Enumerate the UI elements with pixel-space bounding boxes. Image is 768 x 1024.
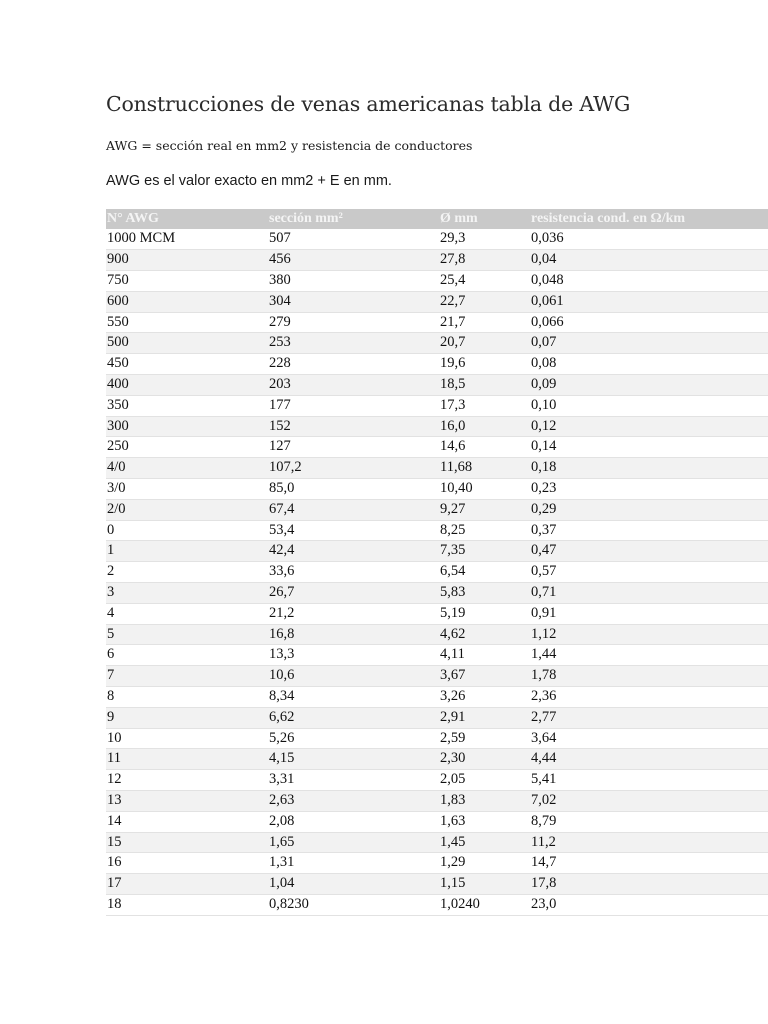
cell-section: 127 xyxy=(269,438,291,455)
cell-resistance: 0,036 xyxy=(531,230,564,247)
cell-diameter: 18,5 xyxy=(440,376,466,393)
cell-diameter: 27,8 xyxy=(440,251,466,268)
cell-resistance: 0,47 xyxy=(531,542,557,559)
cell-section: 279 xyxy=(269,313,291,330)
cell-diameter: 2,59 xyxy=(440,729,466,746)
cell-diameter: 1,63 xyxy=(440,812,466,829)
cell-resistance: 0,71 xyxy=(531,584,557,601)
cell-awg-number: 2 xyxy=(107,563,115,580)
cell-section: 6,62 xyxy=(269,708,295,725)
cell-section: 253 xyxy=(269,334,291,351)
cell-section: 2,08 xyxy=(269,812,295,829)
cell-section: 85,0 xyxy=(269,480,295,497)
cell-awg-number: 2/0 xyxy=(107,500,126,517)
table-row xyxy=(106,666,768,687)
cell-awg-number: 750 xyxy=(107,272,129,289)
cell-awg-number: 16 xyxy=(107,854,122,871)
cell-section: 42,4 xyxy=(269,542,295,559)
cell-diameter: 2,05 xyxy=(440,771,466,788)
cell-resistance: 0,23 xyxy=(531,480,557,497)
table-row xyxy=(106,291,768,312)
cell-resistance: 4,44 xyxy=(531,750,557,767)
cell-diameter: 11,68 xyxy=(440,459,473,476)
cell-diameter: 2,91 xyxy=(440,708,466,725)
cell-awg-number: 4/0 xyxy=(107,459,126,476)
table-row xyxy=(106,333,768,354)
table-row xyxy=(106,312,768,333)
cell-diameter: 5,83 xyxy=(440,584,466,601)
cell-resistance: 17,8 xyxy=(531,875,557,892)
cell-diameter: 10,40 xyxy=(440,480,473,497)
cell-diameter: 3,26 xyxy=(440,688,466,705)
cell-resistance: 0,37 xyxy=(531,521,557,538)
table-row xyxy=(106,437,768,458)
cell-resistance: 2,77 xyxy=(531,708,557,725)
cell-section: 228 xyxy=(269,355,291,372)
cell-section: 380 xyxy=(269,272,291,289)
cell-resistance: 2,36 xyxy=(531,688,557,705)
cell-resistance: 0,14 xyxy=(531,438,557,455)
cell-section: 1,65 xyxy=(269,833,295,850)
cell-awg-number: 450 xyxy=(107,355,129,372)
cell-diameter: 29,3 xyxy=(440,230,466,247)
cell-resistance: 0,07 xyxy=(531,334,557,351)
cell-resistance: 0,12 xyxy=(531,417,557,434)
cell-resistance: 23,0 xyxy=(531,896,557,912)
awg-table xyxy=(106,209,768,916)
cell-awg-number: 6 xyxy=(107,646,115,663)
table-row xyxy=(106,541,768,562)
cell-section: 1,04 xyxy=(269,875,295,892)
table-row xyxy=(106,354,768,375)
cell-resistance: 8,79 xyxy=(531,812,557,829)
cell-diameter: 17,3 xyxy=(440,396,466,413)
cell-awg-number: 0 xyxy=(107,521,115,538)
table-row xyxy=(106,603,768,624)
table-row xyxy=(106,229,768,250)
table-row xyxy=(106,874,768,895)
cell-section: 21,2 xyxy=(269,604,295,621)
cell-resistance: 1,78 xyxy=(531,667,557,684)
table-row xyxy=(106,728,768,749)
table-row xyxy=(106,687,768,708)
cell-awg-number: 300 xyxy=(107,417,129,434)
cell-awg-number: 1000 MCM xyxy=(107,230,176,247)
cell-diameter: 1,29 xyxy=(440,854,466,871)
cell-section: 53,4 xyxy=(269,521,295,538)
cell-diameter: 4,62 xyxy=(440,625,466,642)
cell-section: 10,6 xyxy=(269,667,295,684)
cell-diameter: 8,25 xyxy=(440,521,466,538)
header-diameter: Ø mm xyxy=(440,211,478,226)
cell-resistance: 1,12 xyxy=(531,625,557,642)
cell-resistance: 7,02 xyxy=(531,792,557,809)
cell-awg-number: 1 xyxy=(107,542,115,559)
cell-section: 304 xyxy=(269,292,291,309)
table-row xyxy=(106,458,768,479)
table-row xyxy=(106,250,768,271)
cell-resistance: 1,44 xyxy=(531,646,557,663)
table-body xyxy=(106,229,768,915)
cell-section: 4,15 xyxy=(269,750,295,767)
cell-diameter: 25,4 xyxy=(440,272,466,289)
table-row xyxy=(106,749,768,770)
cell-section: 33,6 xyxy=(269,563,295,580)
page-title: Construcciones de venas americanas tabla de AWG xyxy=(106,92,631,116)
table-row xyxy=(106,791,768,812)
cell-section: 67,4 xyxy=(269,500,295,517)
table-row xyxy=(106,520,768,541)
cell-section: 0,8230 xyxy=(269,896,309,912)
cell-awg-number: 500 xyxy=(107,334,129,351)
cell-diameter: 22,7 xyxy=(440,292,466,309)
header-section: sección mm² xyxy=(269,211,343,226)
cell-resistance: 11,2 xyxy=(531,833,556,850)
cell-diameter: 2,30 xyxy=(440,750,466,767)
cell-resistance: 0,048 xyxy=(531,272,564,289)
header-awg-number: N° AWG xyxy=(107,211,159,226)
table-row xyxy=(106,853,768,874)
cell-resistance: 0,29 xyxy=(531,500,557,517)
cell-resistance: 0,18 xyxy=(531,459,557,476)
cell-diameter: 1,15 xyxy=(440,875,466,892)
table-row xyxy=(106,416,768,437)
cell-awg-number: 250 xyxy=(107,438,129,455)
cell-resistance: 5,41 xyxy=(531,771,557,788)
table-row xyxy=(106,770,768,791)
cell-diameter: 1,83 xyxy=(440,792,466,809)
cell-section: 507 xyxy=(269,230,291,247)
cell-resistance: 0,08 xyxy=(531,355,557,372)
cell-awg-number: 18 xyxy=(107,896,122,912)
table-row xyxy=(106,375,768,396)
cell-diameter: 9,27 xyxy=(440,500,466,517)
cell-diameter: 6,54 xyxy=(440,563,466,580)
cell-awg-number: 3/0 xyxy=(107,480,126,497)
cell-resistance: 0,91 xyxy=(531,604,557,621)
cell-awg-number: 9 xyxy=(107,708,115,725)
cell-section: 3,31 xyxy=(269,771,295,788)
cell-diameter: 4,11 xyxy=(440,646,465,663)
cell-diameter: 20,7 xyxy=(440,334,466,351)
cell-resistance: 14,7 xyxy=(531,854,557,871)
cell-section: 152 xyxy=(269,417,291,434)
cell-resistance: 0,061 xyxy=(531,292,564,309)
table-row xyxy=(106,624,768,645)
cell-diameter: 1,45 xyxy=(440,833,466,850)
cell-section: 26,7 xyxy=(269,584,295,601)
table-row xyxy=(106,271,768,292)
cell-diameter: 1,0240 xyxy=(440,896,480,912)
cell-resistance: 0,10 xyxy=(531,396,557,413)
cell-awg-number: 400 xyxy=(107,376,129,393)
cell-awg-number: 550 xyxy=(107,313,129,330)
cell-awg-number: 17 xyxy=(107,875,122,892)
cell-awg-number: 7 xyxy=(107,667,115,684)
cell-section: 177 xyxy=(269,396,291,413)
cell-awg-number: 8 xyxy=(107,688,115,705)
cell-section: 8,34 xyxy=(269,688,295,705)
header-resistance: resistencia cond. en Ω/km xyxy=(531,211,686,226)
table-row xyxy=(106,811,768,832)
table-row xyxy=(106,395,768,416)
cell-awg-number: 10 xyxy=(107,729,122,746)
cell-awg-number: 11 xyxy=(107,750,121,767)
table-row xyxy=(106,832,768,853)
cell-awg-number: 900 xyxy=(107,251,129,268)
cell-resistance: 0,09 xyxy=(531,376,557,393)
table-row xyxy=(106,479,768,500)
cell-awg-number: 13 xyxy=(107,792,122,809)
table-row xyxy=(106,895,768,916)
table-row xyxy=(106,499,768,520)
cell-awg-number: 12 xyxy=(107,771,122,788)
cell-resistance: 0,57 xyxy=(531,563,557,580)
table-row xyxy=(106,707,768,728)
cell-section: 13,3 xyxy=(269,646,295,663)
cell-resistance: 3,64 xyxy=(531,729,557,746)
cell-awg-number: 4 xyxy=(107,604,115,621)
cell-awg-number: 5 xyxy=(107,625,115,642)
cell-section: 203 xyxy=(269,376,291,393)
cell-section: 5,26 xyxy=(269,729,295,746)
table-header xyxy=(106,209,768,229)
cell-section: 16,8 xyxy=(269,625,295,642)
cell-section: 2,63 xyxy=(269,792,295,809)
cell-awg-number: 14 xyxy=(107,812,122,829)
page-subtitle: AWG = sección real en mm2 y resistencia de conductores xyxy=(106,138,473,153)
cell-awg-number: 350 xyxy=(107,396,129,413)
table-row xyxy=(106,645,768,666)
cell-awg-number: 15 xyxy=(107,833,122,850)
cell-diameter: 3,67 xyxy=(440,667,466,684)
cell-section: 107,2 xyxy=(269,459,302,476)
cell-diameter: 21,7 xyxy=(440,313,466,330)
cell-awg-number: 600 xyxy=(107,292,129,309)
cell-section: 456 xyxy=(269,251,291,268)
table-row xyxy=(106,562,768,583)
table-row xyxy=(106,583,768,604)
cell-diameter: 19,6 xyxy=(440,355,466,372)
cell-diameter: 16,0 xyxy=(440,417,466,434)
cell-resistance: 0,066 xyxy=(531,313,564,330)
intro-paragraph: AWG es el valor exacto en mm2 + E en mm. xyxy=(106,173,392,189)
cell-diameter: 7,35 xyxy=(440,542,466,559)
cell-awg-number: 3 xyxy=(107,584,115,601)
cell-diameter: 14,6 xyxy=(440,438,466,455)
header-row xyxy=(106,209,768,229)
cell-diameter: 5,19 xyxy=(440,604,466,621)
cell-resistance: 0,04 xyxy=(531,251,557,268)
cell-section: 1,31 xyxy=(269,854,295,871)
